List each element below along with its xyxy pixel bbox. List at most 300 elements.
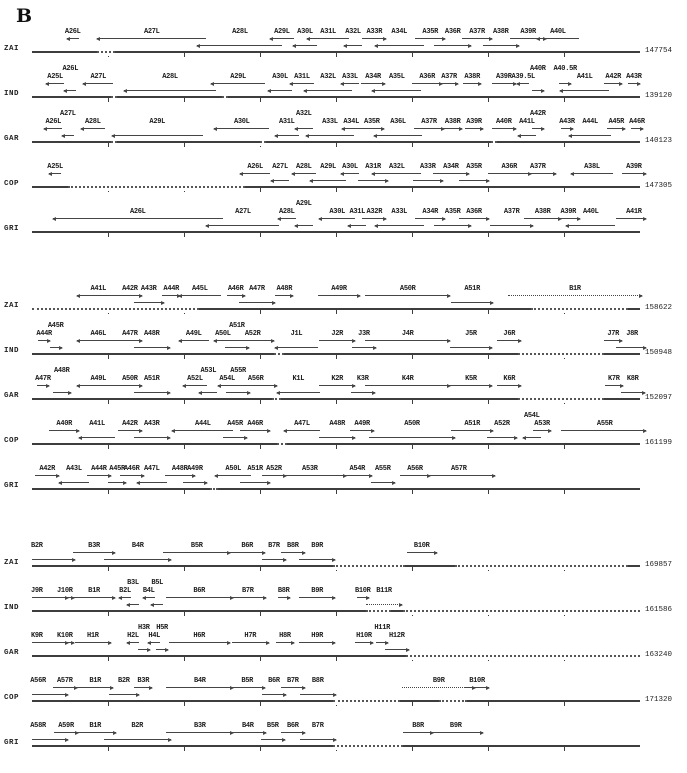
arrowhead-left <box>52 217 56 221</box>
gene-label: A25L <box>47 163 63 171</box>
genome-position: 161199 <box>645 439 673 447</box>
scale-tick <box>412 400 413 404</box>
gene-arrow <box>211 83 266 84</box>
gene-label: A37R <box>530 163 546 171</box>
gene-label: A51R <box>247 465 263 473</box>
gene-arrow <box>362 218 386 219</box>
gene-label: A40R <box>530 65 546 73</box>
arrowhead-right <box>332 558 336 562</box>
gene-arrow <box>450 347 493 348</box>
scale-tick <box>488 490 489 494</box>
gene-label: A32R <box>366 208 383 216</box>
gene-label: A52R <box>244 330 261 338</box>
gene-arrow <box>56 597 74 598</box>
scale-tick <box>336 400 337 404</box>
gene-arrow <box>299 597 335 598</box>
gene-label: A48R <box>276 285 293 293</box>
gene-label: B5L <box>151 579 164 587</box>
gene-arrow <box>118 430 142 431</box>
gene-arrow <box>38 340 50 341</box>
arrowhead-left <box>270 179 274 183</box>
gap-dotted-line <box>455 565 628 567</box>
gene-label: A32L <box>295 110 312 118</box>
gene-arrow <box>206 225 279 226</box>
scale-tick <box>260 98 261 102</box>
arrowhead-right <box>283 693 287 697</box>
gene-label: K7R <box>607 375 620 383</box>
arrowhead-left <box>63 89 67 93</box>
gene-arrow <box>304 90 353 91</box>
gene-arrow <box>306 135 355 136</box>
gap-dotted-line <box>403 610 640 612</box>
arrowhead-left <box>178 294 182 298</box>
gene-arrow <box>179 340 209 341</box>
gene-label: A47R <box>35 375 51 383</box>
panel-letter: B <box>16 5 33 27</box>
arrowhead-right <box>371 429 375 433</box>
gene-label: A41L <box>90 285 107 293</box>
gene-label: A34R <box>365 73 381 81</box>
arrowhead-right <box>274 384 278 388</box>
arrowhead-left <box>96 37 100 41</box>
gene-arrow <box>104 739 171 740</box>
gene-arrow <box>183 385 207 386</box>
gene-label: A34L <box>391 28 408 36</box>
gene-label: B6R <box>286 722 299 730</box>
gene-label: A37R <box>441 73 457 81</box>
arrowhead-right <box>139 339 143 343</box>
gene-arrow <box>74 732 117 733</box>
arrowhead-right <box>108 641 112 645</box>
gene-arrow <box>533 430 551 431</box>
arrowhead-right <box>478 82 482 86</box>
arrowhead-left <box>214 474 218 478</box>
gene-arrow <box>214 128 269 129</box>
gene-arrow <box>234 385 277 386</box>
gene-arrow <box>151 604 163 605</box>
arrowhead-left <box>371 172 375 176</box>
arrowhead-left <box>111 134 115 138</box>
scale-tick <box>260 355 261 359</box>
arrowhead-left <box>374 44 378 48</box>
gene-label: A29L <box>230 73 246 81</box>
gene-arrow <box>53 218 223 219</box>
arrowhead-right <box>516 44 520 48</box>
genome-line <box>32 51 640 59</box>
gene-arrow <box>278 218 296 219</box>
arrowhead-left <box>309 179 313 183</box>
arrowhead-left <box>76 294 80 298</box>
gene-label: J2R <box>331 330 344 338</box>
arrowhead-left <box>559 89 563 93</box>
scale-tick <box>488 310 489 314</box>
gene-label: A44R <box>36 330 52 338</box>
gene-label: A55R <box>375 465 391 473</box>
arrowhead-right <box>553 172 557 176</box>
gene-label: B5R <box>190 542 203 550</box>
gene-arrow <box>124 90 215 91</box>
gene-label: A55R <box>230 367 246 375</box>
arrowhead-left <box>147 641 151 645</box>
gene-arrow <box>118 385 142 386</box>
scale-tick <box>184 445 185 449</box>
gene-arrow <box>75 642 111 643</box>
gene-arrow <box>300 739 336 740</box>
gene-arrow <box>165 475 195 476</box>
gene-label: A44R <box>91 465 107 473</box>
arrowhead-right <box>643 172 647 176</box>
scale-tick <box>260 490 261 494</box>
gene-arrow <box>226 392 250 393</box>
gene-label: A51R <box>143 375 160 383</box>
gene-label: A44L <box>582 118 598 126</box>
arrowhead-left <box>58 481 62 485</box>
gene-arrow <box>77 295 120 296</box>
arrowhead-left <box>213 339 217 343</box>
gene-label: B9R <box>449 722 462 730</box>
gene-label: A45R <box>227 420 243 428</box>
gene-arrow <box>166 732 233 733</box>
gene-arrow <box>365 295 450 296</box>
gene-arrow <box>79 437 115 438</box>
gene-arrow <box>621 392 645 393</box>
gene-label: A40R <box>495 118 512 126</box>
gene-label: A42R <box>605 73 622 81</box>
genome-position: 158622 <box>645 304 673 312</box>
gene-arrow <box>240 482 270 483</box>
gene-label: B8R <box>311 677 324 685</box>
arrowhead-right <box>357 294 361 298</box>
gene-label: B9R <box>311 542 323 550</box>
gene-arrow <box>385 649 409 650</box>
gene-arrow <box>262 694 286 695</box>
gene-arrow <box>276 642 294 643</box>
gene-label: A36R <box>444 28 461 36</box>
scale-tick <box>564 747 565 751</box>
gap-dotted-line <box>406 655 640 657</box>
arrowhead-right <box>392 481 396 485</box>
gene-arrow <box>53 392 71 393</box>
gene-label: A52R <box>266 465 282 473</box>
scale-tick <box>260 310 261 314</box>
arrowhead-right <box>381 127 385 131</box>
gap-dotted-line <box>97 51 115 53</box>
gene-arrow <box>284 430 320 431</box>
scale-tick <box>260 657 261 661</box>
arrowhead-right <box>383 37 387 41</box>
scale-tick <box>260 445 261 449</box>
gene-arrow <box>616 218 646 219</box>
gene-label: K5R <box>465 375 477 383</box>
gap-dotted-line <box>491 141 497 143</box>
gene-arrow <box>307 38 350 39</box>
arrowhead-right <box>149 686 153 690</box>
arrowhead-left <box>239 172 243 176</box>
scale-tick <box>412 143 413 147</box>
gene-label: A49L <box>90 375 107 383</box>
arrowhead-right <box>56 474 60 478</box>
gene-arrow <box>290 83 314 84</box>
gene-label: B3L <box>127 579 139 587</box>
gene-label: A45R <box>109 465 125 473</box>
gap-dotted-line <box>333 745 403 747</box>
arrowhead-right <box>271 339 275 343</box>
genome-line <box>32 488 640 496</box>
gene-label: A42R <box>39 465 55 473</box>
arrowhead-right <box>383 217 387 221</box>
arrowhead-left <box>517 134 521 138</box>
gene-arrow <box>487 437 517 438</box>
arrowhead-right <box>447 339 451 343</box>
gene-arrow <box>292 173 316 174</box>
scale-tick <box>412 445 413 449</box>
arrowhead-right <box>352 436 356 440</box>
gene-label: A37R <box>421 118 437 126</box>
arrowhead-right <box>639 294 643 298</box>
arrowhead-right <box>287 596 291 600</box>
strain-row <box>0 63 687 108</box>
arrowhead-left <box>303 89 307 93</box>
genome-position: 147305 <box>645 182 673 190</box>
scale-tick <box>488 188 489 192</box>
gene-label: A56R <box>247 375 264 383</box>
gene-label: A50R <box>399 285 416 293</box>
gap-dotted-line <box>111 96 117 98</box>
scale-tick <box>260 702 261 706</box>
gene-arrow <box>67 38 79 39</box>
scale-tick <box>564 233 565 237</box>
gene-label: J8R <box>626 330 638 338</box>
gap-dotted-line <box>531 308 628 310</box>
gene-arrow <box>215 475 251 476</box>
gene-label: A57R <box>57 677 73 685</box>
gene-label: A49R <box>331 285 347 293</box>
genome-position: 140123 <box>645 137 673 145</box>
arrowhead-right <box>643 217 647 221</box>
arrowhead-left <box>76 339 80 343</box>
gene-label: A38R <box>492 28 509 36</box>
arrowhead-left <box>343 44 347 48</box>
arrowhead-right <box>247 391 251 395</box>
gene-arrow <box>166 687 233 688</box>
gene-arrow <box>622 173 646 174</box>
genome-position: 171320 <box>645 696 673 704</box>
genome-position: 161586 <box>645 606 673 614</box>
gene-arrow <box>49 430 79 431</box>
gene-arrow <box>77 687 113 688</box>
gene-label: A53L <box>200 367 217 375</box>
gene-label: B8R <box>412 722 424 730</box>
genome-position: 169857 <box>645 561 673 569</box>
gene-label: A35R <box>444 208 461 216</box>
gene-label: A32L <box>388 163 405 171</box>
gene-arrow <box>444 128 462 129</box>
arrowhead-left <box>123 89 127 93</box>
gene-label: A30L <box>272 73 288 81</box>
arrowhead-right <box>333 738 337 742</box>
gene-arrow <box>492 83 516 84</box>
arrowhead-left <box>48 172 52 176</box>
gene-arrow <box>376 642 388 643</box>
gene-arrow <box>440 83 458 84</box>
gene-label: A43R <box>559 118 575 126</box>
gene-label: A46R <box>227 285 244 293</box>
gene-label: A35L <box>388 73 405 81</box>
gene-label: A29L <box>274 28 290 36</box>
gap-dotted-line <box>222 96 228 98</box>
gene-label: A31R <box>365 163 381 171</box>
scale-tick <box>412 567 413 571</box>
gene-arrow <box>118 295 142 296</box>
gene-arrow <box>270 38 294 39</box>
gene-label: A39.5L <box>511 73 535 81</box>
arrowhead-right <box>110 686 114 690</box>
gene-label: J7R <box>607 330 620 338</box>
scale-tick <box>260 400 261 404</box>
gene-arrow <box>433 173 469 174</box>
gene-arrow <box>497 340 521 341</box>
gene-arrow <box>46 83 64 84</box>
arrowhead-right <box>108 474 112 478</box>
gene-label: A37R <box>469 28 485 36</box>
gene-label: B3R <box>88 542 100 550</box>
gene-label: A32L <box>345 28 361 36</box>
scale-tick <box>184 702 185 706</box>
gap-dotted-line <box>518 398 603 400</box>
arrowhead-right <box>382 82 386 86</box>
arrowhead-left <box>126 641 130 645</box>
gene-arrow <box>112 135 203 136</box>
gene-label: A38R <box>444 118 461 126</box>
scale-tick <box>184 657 185 661</box>
arrowhead-right <box>167 436 171 440</box>
gene-arrow <box>569 135 612 136</box>
gene-label: A29L <box>149 118 166 126</box>
arrowhead-left <box>66 37 70 41</box>
arrowhead-right <box>291 641 295 645</box>
scale-tick <box>488 400 489 404</box>
arrowhead-right <box>372 391 376 395</box>
gene-arrow <box>532 90 544 91</box>
gene-label: A26L <box>45 118 62 126</box>
gene-arrow <box>229 687 265 688</box>
arrowhead-right <box>643 429 647 433</box>
arrowhead-right <box>490 429 494 433</box>
arrowhead-left <box>178 339 182 343</box>
gene-arrow <box>344 45 362 46</box>
arrowhead-left <box>80 127 84 131</box>
scale-tick <box>336 445 337 449</box>
gene-arrow <box>127 642 139 643</box>
gene-label: B10R <box>413 542 430 550</box>
genome-line <box>32 443 640 451</box>
gene-label: A39R <box>466 118 482 126</box>
scale-tick <box>336 188 337 192</box>
gene-label: B2R <box>31 542 43 550</box>
strain-row <box>0 275 687 320</box>
arrowhead-right <box>302 731 306 735</box>
strain-label: GAR <box>4 135 20 143</box>
arrowhead-left <box>196 44 200 48</box>
arrowhead-right <box>370 641 374 645</box>
gene-label: A41L <box>519 118 535 126</box>
gene-arrow <box>73 552 116 553</box>
gene-label: J9R <box>31 587 43 595</box>
arrowhead-right <box>373 346 377 350</box>
gene-label: A54L <box>219 375 235 383</box>
gene-label: H11R <box>374 624 391 632</box>
gap-dotted-line <box>366 610 390 612</box>
arrowhead-left <box>126 603 130 607</box>
gene-arrow <box>375 225 424 226</box>
strain-label: COP <box>4 437 20 445</box>
arrowhead-right <box>440 179 444 183</box>
strain-row <box>0 532 687 577</box>
gene-arrow <box>56 642 74 643</box>
scale-tick <box>412 188 413 192</box>
gene-arrow <box>104 559 171 560</box>
arrowhead-right <box>369 474 373 478</box>
gene-label: A26L <box>64 28 81 36</box>
arrowhead-right <box>302 551 306 555</box>
arrowhead-right <box>366 596 370 600</box>
gene-label: A49L <box>185 330 202 338</box>
arrowhead-right <box>302 686 306 690</box>
gene-arrow <box>342 128 360 129</box>
gene-arrow <box>492 128 516 129</box>
gene-arrow <box>560 90 609 91</box>
scale-tick <box>412 98 413 102</box>
gene-arrow <box>365 385 450 386</box>
arrowhead-left <box>340 172 344 176</box>
gene-arrow <box>319 437 355 438</box>
gene-label: B4R <box>241 722 254 730</box>
gene-label: B5R <box>266 722 279 730</box>
gene-label: A56R <box>407 465 423 473</box>
gene-label: A38R <box>464 73 480 81</box>
gene-label: A57R <box>451 465 467 473</box>
gene-label: A51R <box>464 285 480 293</box>
gene-label: B7R <box>241 587 254 595</box>
gene-label: A38R <box>534 208 551 216</box>
arrowhead-right <box>530 224 534 228</box>
gene-arrow <box>127 604 139 605</box>
gene-arrow <box>277 392 320 393</box>
arrowhead-right <box>263 596 267 600</box>
gene-arrow <box>366 604 402 605</box>
gene-arrow <box>483 45 519 46</box>
gene-arrow <box>318 295 361 296</box>
gene-arrow <box>374 135 423 136</box>
scale-tick <box>488 233 489 237</box>
gene-label: B2R <box>131 722 144 730</box>
arrowhead-right <box>468 44 472 48</box>
gene-label: A27L <box>143 28 160 36</box>
gene-label: K3R <box>356 375 369 383</box>
gene-arrow <box>319 340 355 341</box>
arrowhead-right <box>246 346 250 350</box>
gene-label: A53R <box>534 420 550 428</box>
gene-label: A47R <box>249 285 265 293</box>
strain-row <box>0 667 687 712</box>
gene-arrow <box>360 128 384 129</box>
gene-arrow <box>73 597 116 598</box>
scale-tick <box>412 702 413 706</box>
gene-label: A41L <box>576 73 593 81</box>
gene-label: A37R <box>503 208 520 216</box>
gene-arrow <box>64 90 76 91</box>
genome-line <box>32 308 640 316</box>
